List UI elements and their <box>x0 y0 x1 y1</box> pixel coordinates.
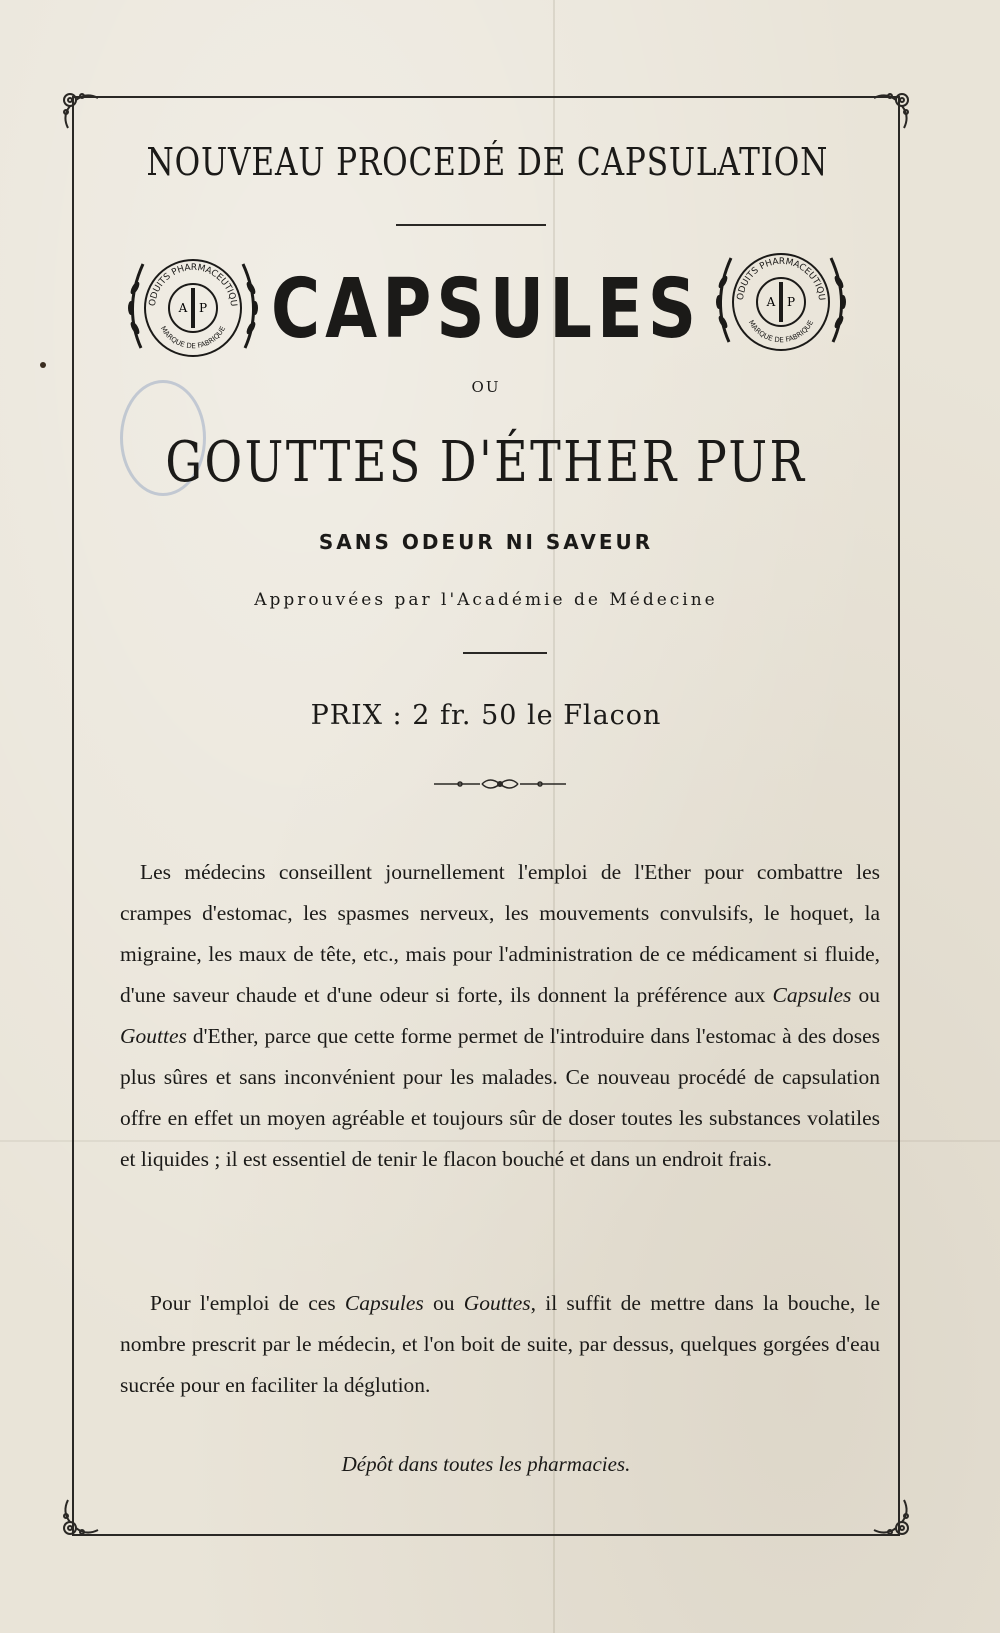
paragraph-text: Pour l'emploi de ces <box>150 1291 345 1315</box>
corner-ornament-icon <box>58 88 102 132</box>
paragraph-text: , il suffit de mettre dans la bouche, le nombre prescrit par le médecin, et l'on boit de suite, par dessus, quelques gorgées d'eau sucrée pour en faciliter la déglution. <box>120 1291 880 1397</box>
emphasis-capsules: Capsules <box>344 1291 424 1315</box>
approval-line: Approuvées par l'Académie de Médecine <box>254 590 718 610</box>
paragraph-usage <box>120 852 880 1180</box>
seal-monogram-right: P <box>786 295 796 309</box>
seal-bottom-text: MARQUE DE FABRIQUE <box>746 318 816 345</box>
paragraph-text: d'Ether, parce que cette forme permet de l'introduire dans l'estomac à des doses plus sûres et sans inconvénient pour les malades. Ce nouveau procédé de capsulation offre en effet un moyen agréable et toujours sûr de doser toutes les substances volatiles et liquides ; il est essentiel de tenir le flacon bouché et dans un endroit frais. <box>120 1024 880 1171</box>
seal-ring-text: ODUITS PHARMACEUTIQU <box>147 262 239 308</box>
ink-spot <box>40 362 46 368</box>
corner-ornament-icon <box>870 1496 914 1540</box>
footer-depot: Dépôt dans toutes les pharmacies. <box>341 1452 631 1476</box>
heading-top: NOUVEAU PROCEDÉ DE CAPSULATION <box>146 140 829 184</box>
divider-rule <box>463 652 547 654</box>
divider-ornament-icon <box>430 774 570 794</box>
tagline: SANS ODEUR NI SAVEUR <box>318 530 654 554</box>
corner-ornament-icon <box>870 88 914 132</box>
paragraph-dosage <box>120 1283 880 1406</box>
connector-ou: OU <box>471 378 501 396</box>
emphasis-gouttes: Gouttes <box>120 1024 187 1048</box>
seal-ring-text: ODUITS PHARMACEUTIQU <box>735 256 827 302</box>
paragraph-text: Les médecins conseillent journellement l'emploi de l'Ether pour combattre les crampes d'estomac, les spasmes nerveux, les mouvements convulsifs, le hoquet, la migraine, les maux de tête, etc., mais pour l'administration de ce médicament si fluide, d'une saveur chaude et d'une odeur si forte, ils donnent la préférence aux <box>120 860 880 1007</box>
divider-rule <box>396 224 546 226</box>
seal-monogram-right: P <box>198 301 208 315</box>
seal-monogram-left: A <box>178 301 188 315</box>
subtitle-gouttes: GOUTTES D'ÉTHER PUR <box>165 430 807 495</box>
price-line: PRIX : 2 fr. 50 le Flacon <box>310 700 662 731</box>
corner-ornament-icon <box>58 1496 102 1540</box>
paragraph-text: ou <box>851 983 880 1007</box>
seal-monogram-left: A <box>766 295 776 309</box>
emphasis-capsules: Capsules <box>772 983 852 1007</box>
seal-bottom-text: MARQUE DE FABRIQUE <box>158 324 228 351</box>
paragraph-text: ou <box>423 1291 464 1315</box>
emphasis-gouttes: Gouttes <box>463 1291 531 1315</box>
title-capsules: CAPSULES <box>270 262 702 357</box>
